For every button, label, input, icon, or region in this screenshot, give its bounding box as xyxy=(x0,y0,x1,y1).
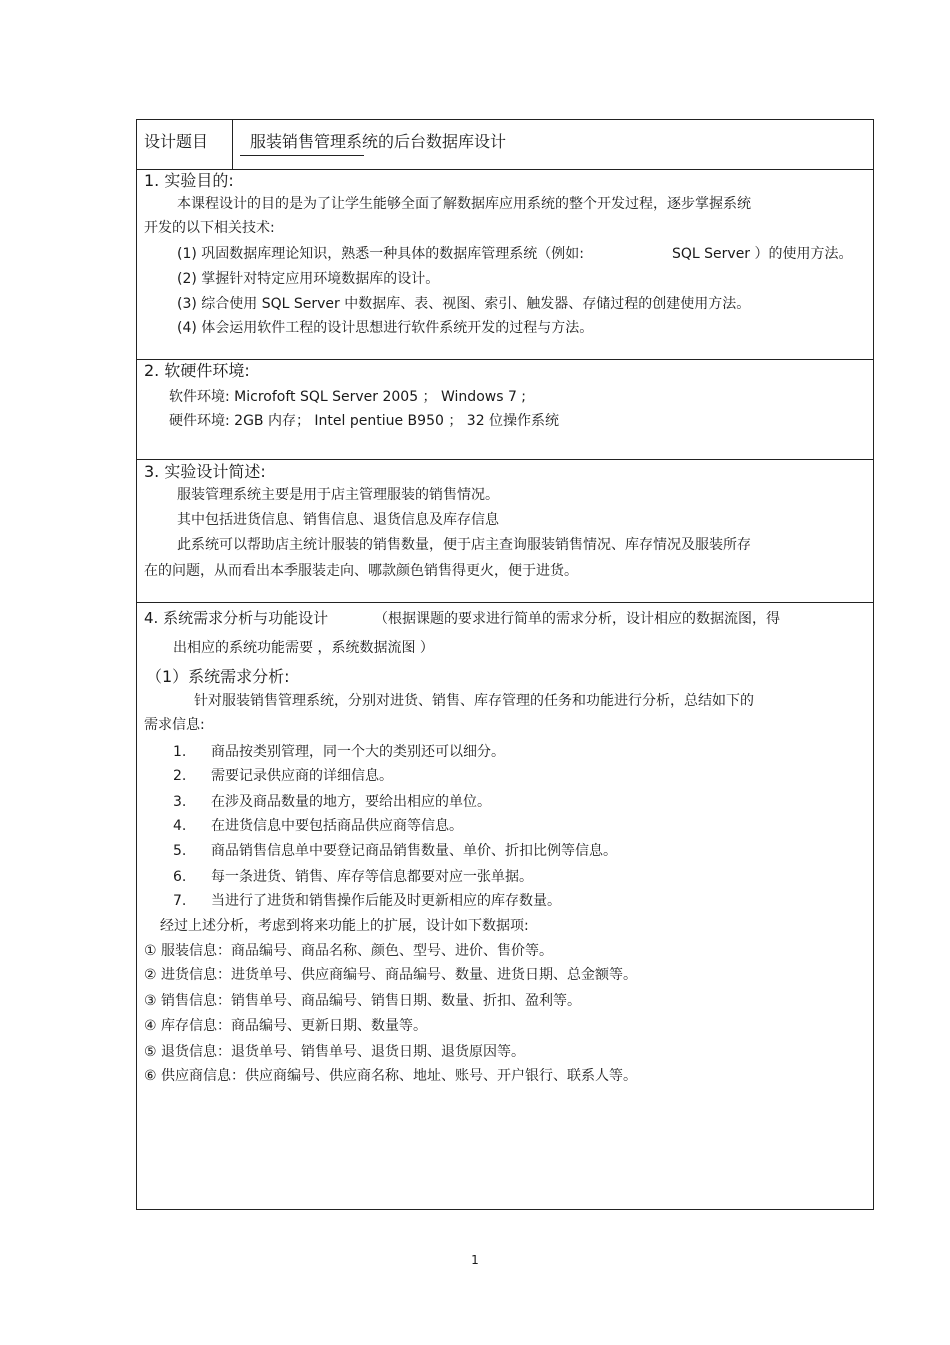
data-item: ② 进货信息：进货单号、供应商编号、商品编号、数量、进货日期、总金额等。 xyxy=(144,967,637,983)
section3-line2: 其中包括进货信息、销售信息、退货信息及库存信息 xyxy=(177,512,499,528)
section2-heading: 2. 软硬件环境: xyxy=(144,361,250,380)
section3-heading: 3. 实验设计简述: xyxy=(144,462,266,481)
requirement-item: 7. 当进行了进货和销售操作后能及时更新相应的库存数量。 xyxy=(173,893,561,909)
data-item: ⑥ 供应商信息：供应商编号、供应商名称、地址、账号、开户银行、联系人等。 xyxy=(144,1068,637,1084)
row-divider-3 xyxy=(137,459,873,460)
section3-line1: 服装管理系统主要是用于店主管理服装的销售情况。 xyxy=(177,487,499,503)
data-item: ① 服装信息：商品编号、商品名称、颜色、型号、进价、售价等。 xyxy=(144,943,553,959)
section3-line3: 此系统可以帮助店主统计服装的销售数量，便于店主查询服装销售情况、库存情况及服装所存 xyxy=(177,537,751,553)
section1-item2: (2) 掌握针对特定应用环境数据库的设计。 xyxy=(177,271,440,287)
title-underline xyxy=(240,155,364,156)
section1-heading: 1. 实验目的: xyxy=(144,171,234,190)
row-divider-4 xyxy=(137,602,873,603)
requirement-item: 5. 商品销售信息单中要登记商品销售数量、单价、折扣比例等信息。 xyxy=(173,843,617,859)
requirements-intro-line2: 需求信息: xyxy=(144,717,205,733)
row-divider-2 xyxy=(137,359,873,360)
header-divider xyxy=(232,120,233,170)
requirement-item: 4. 在进货信息中要包括商品供应商等信息。 xyxy=(173,818,463,834)
section1-intro-line1: 本课程设计的目的是为了让学生能够全面了解数据库应用系统的整个开发过程，逐步掌握系统 xyxy=(177,196,751,212)
section3-line4: 在的问题，从而看出本季服装走向、哪款颜色销售得更火，便于进货。 xyxy=(144,563,578,579)
data-items-summary: 经过上述分析，考虑到将来功能上的扩展，设计如下数据项: xyxy=(160,918,529,934)
software-environment: 软件环境: Microfoft SQL Server 2005 ； Windows 7 ; xyxy=(169,389,527,405)
row-divider-1 xyxy=(137,169,873,170)
design-title: 服装销售管理系统的后台数据库设计 xyxy=(250,132,507,151)
data-item: ③ 销售信息：销售单号、商品编号、销售日期、数量、折扣、盈利等。 xyxy=(144,993,581,1009)
design-title-label: 设计题目 xyxy=(144,132,209,151)
section1-intro-line2: 开发的以下相关技术: xyxy=(144,220,275,236)
hardware-environment: 硬件环境: 2GB 内存； Intel pentiue B950 ； 32 位操作系统 xyxy=(169,413,560,429)
requirement-item: 2. 需要记录供应商的详细信息。 xyxy=(173,768,393,784)
requirement-item: 1. 商品按类别管理，同一个大的类别还可以细分。 xyxy=(173,744,505,760)
section1-item3: (3) 综合使用 SQL Server 中数据库、表、视图、索引、触发器、存储过程的创建使用方法。 xyxy=(177,296,751,312)
requirement-item: 3. 在涉及商品数量的地方，要给出相应的单位。 xyxy=(173,794,491,810)
section1-item1: (1) 巩固数据库理论知识，熟悉一种具体的数据库管理系统（例如: xyxy=(177,246,584,262)
section4-heading-note2: 出相应的系统功能需要 ，系统数据流图 ） xyxy=(173,640,434,656)
section1-item4: (4) 体会运用软件工程的设计思想进行软件系统开发的过程与方法。 xyxy=(177,320,594,336)
requirements-subheading: （1）系统需求分析: xyxy=(146,667,290,686)
data-item: ④ 库存信息：商品编号、更新日期、数量等。 xyxy=(144,1018,427,1034)
section4-heading-note: （根据课题的要求进行简单的需求分析，设计相应的数据流图，得 xyxy=(374,611,780,627)
page-number: 1 xyxy=(471,1253,479,1267)
section4-heading: 4. 系统需求分析与功能设计 xyxy=(144,609,329,627)
data-item: ⑤ 退货信息：退货单号、销售单号、退货日期、退货原因等。 xyxy=(144,1044,525,1060)
requirement-item: 6. 每一条进货、销售、库存等信息都要对应一张单据。 xyxy=(173,869,533,885)
requirements-intro-line1: 针对服装销售管理系统，分别对进货、销售、库存管理的任务和功能进行分析，总结如下的 xyxy=(194,693,754,709)
section1-item1-tail: SQL Server ）的使用方法。 xyxy=(672,246,853,262)
